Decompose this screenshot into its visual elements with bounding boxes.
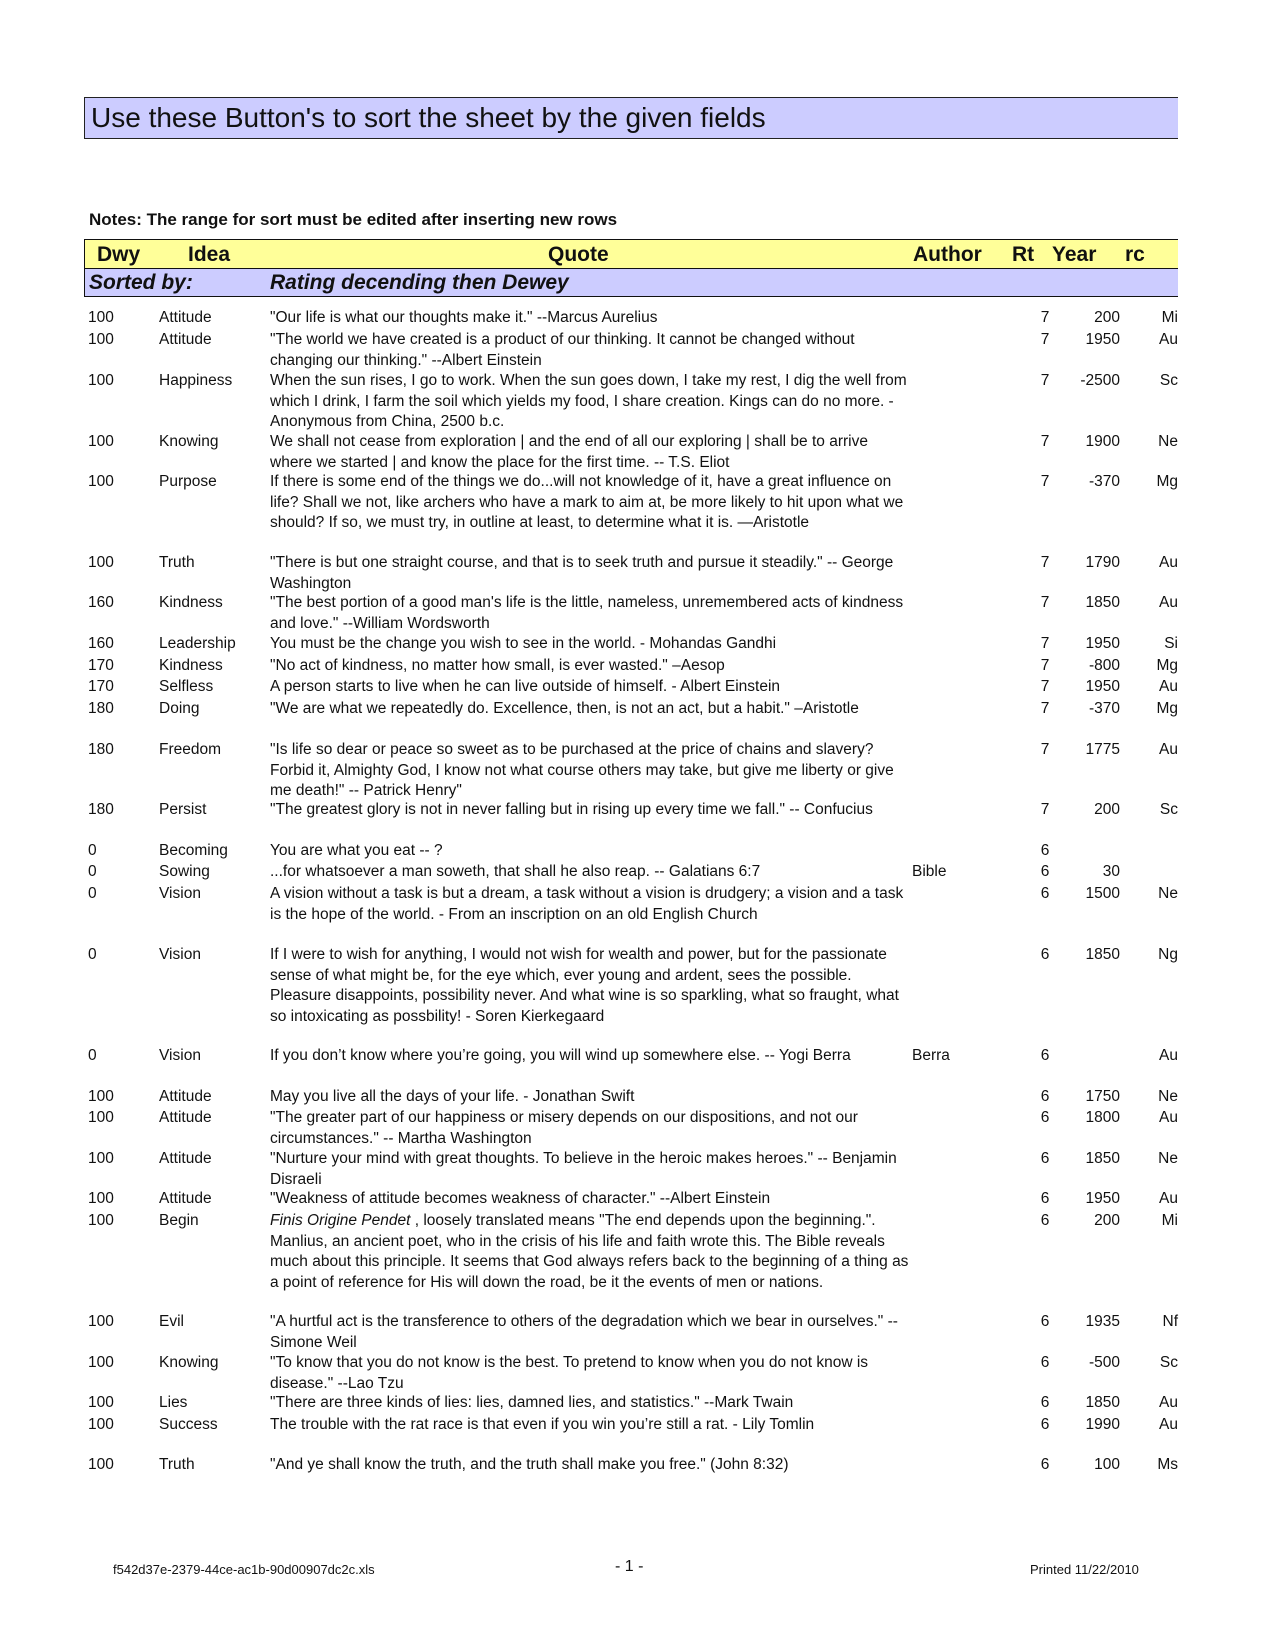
cell-quote: "To know that you do not know is the best. To pretend to know when you do not know is disease." --Lao Tzu: [270, 1354, 869, 1392]
cell-dwy: 100: [88, 1088, 114, 1105]
cell-year: 1850: [1085, 594, 1120, 611]
cell-dwy: 100: [88, 1109, 114, 1126]
cell-rating: 6: [1040, 1047, 1050, 1064]
cell-rc: Ne: [1158, 433, 1178, 450]
cell-dwy: 180: [88, 741, 114, 758]
cell-quote: A vision without a task is but a dream, a task without a vision is drudgery; a vision and a task is the hope of the world. - From an inscription on an old English Church: [270, 885, 904, 923]
cell-dwy: 100: [88, 554, 114, 571]
cell-year: 1950: [1085, 1190, 1120, 1207]
cell-year: 1500: [1085, 885, 1120, 902]
cell-quote: "Is life so dear or peace so sweet as to be purchased at the price of chains and slavery? Forbid it, Almighty God, I know not what course others may take, but give me liberty or give me death!" -- Patrick Henry": [270, 741, 894, 799]
cell-dwy: 100: [88, 1212, 114, 1229]
cell-year: 1950: [1085, 331, 1120, 348]
cell-year: 30: [1102, 863, 1120, 880]
cell-year: -370: [1088, 473, 1120, 490]
cell-idea: Leadership: [159, 635, 236, 652]
cell-rating: 7: [1040, 801, 1050, 818]
cell-dwy: 100: [88, 331, 114, 348]
footer-page-number: - 1 -: [615, 1558, 644, 1575]
cell-rc: Mg: [1156, 657, 1178, 674]
cell-dwy: 160: [88, 594, 114, 611]
cell-idea: Truth: [159, 1456, 195, 1473]
cell-rc: Sc: [1159, 1354, 1178, 1371]
cell-quote: A person starts to live when he can live outside of himself. - Albert Einstein: [270, 678, 781, 695]
header-quote-button[interactable]: Quote: [548, 243, 609, 266]
cell-idea: Selfless: [159, 678, 214, 695]
cell-rc: Ms: [1157, 1456, 1178, 1473]
cell-rc: Sc: [1159, 372, 1178, 389]
cell-rc: Au: [1159, 741, 1178, 758]
cell-rc: Au: [1159, 678, 1178, 695]
cell-rating: 6: [1040, 842, 1050, 859]
cell-year: 200: [1094, 1212, 1120, 1229]
cell-idea: Freedom: [159, 741, 222, 758]
cell-rating: 7: [1040, 594, 1050, 611]
footer-printed-date: Printed 11/22/2010: [1030, 1562, 1139, 1577]
cell-dwy: 0: [88, 885, 97, 902]
cell-rating: 6: [1040, 1190, 1050, 1207]
sorted-by-label: Sorted by:: [89, 271, 193, 294]
cell-idea: Happiness: [159, 372, 233, 389]
cell-year: 1850: [1085, 1394, 1120, 1411]
cell-quote: We shall not cease from exploration | and the end of all our exploring | shall be to arrive where we started | and know the place for the first time. -- T.S. Eliot: [270, 433, 868, 471]
cell-quote: "Weakness of attitude becomes weakness of character." --Albert Einstein: [270, 1190, 771, 1207]
cell-quote: If there is some end of the things we do...will not knowledge of it, have a great influence on life? Shall we not, like archers who have a mark to aim at, be more likely to hit upon what we should? If so, we must try, in outline at least, to determine what it is. —Aristotle: [270, 473, 904, 531]
notes-text: Notes: The range for sort must be edited after inserting new rows: [89, 210, 618, 229]
header-rt-button[interactable]: Rt: [1012, 243, 1035, 266]
cell-rating: 7: [1040, 554, 1050, 571]
cell-rating: 7: [1040, 678, 1050, 695]
quote-italic-text: Finis Origine Pendet: [270, 1212, 411, 1229]
cell-quote: "There are three kinds of lies: lies, damned lies, and statistics." --Mark Twain: [270, 1394, 794, 1411]
header-author-button[interactable]: Author: [913, 243, 982, 266]
header-rc-button[interactable]: rc: [1125, 243, 1145, 266]
cell-rc: Au: [1159, 594, 1178, 611]
cell-dwy: 100: [88, 433, 114, 450]
cell-quote: You are what you eat -- ?: [270, 842, 443, 859]
cell-idea: Attitude: [159, 1150, 212, 1167]
banner-text: Use these Button's to sort the sheet by the given fields: [91, 102, 766, 133]
cell-quote: "And ye shall know the truth, and the truth shall make you free." (John 8:32): [270, 1456, 789, 1473]
cell-idea: Truth: [159, 554, 195, 571]
cell-year: 200: [1094, 309, 1120, 326]
header-year-button[interactable]: Year: [1052, 243, 1097, 266]
cell-rc: Au: [1159, 1190, 1178, 1207]
cell-rc: Si: [1164, 635, 1178, 652]
cell-rating: 7: [1040, 331, 1050, 348]
cell-idea: Evil: [159, 1313, 184, 1330]
cell-rc: Mi: [1161, 309, 1178, 326]
cell-idea: Attitude: [159, 1088, 212, 1105]
cell-rc: Ne: [1158, 1088, 1178, 1105]
cell-idea: Becoming: [159, 842, 228, 859]
cell-dwy: 0: [88, 842, 97, 859]
cell-idea: Vision: [159, 1047, 201, 1064]
cell-quote: "Our life is what our thoughts make it." --Marcus Aurelius: [270, 309, 658, 326]
cell-quote: "The best portion of a good man's life is the little, nameless, unremembered acts of kindness and love." --William Wordsworth: [270, 594, 904, 632]
cell-rc: Au: [1159, 1394, 1178, 1411]
cell-year: 1935: [1085, 1313, 1120, 1330]
cell-year: 1750: [1085, 1088, 1120, 1105]
cell-rc: Ne: [1158, 885, 1178, 902]
cell-rating: 7: [1040, 657, 1050, 674]
cell-year: 1950: [1085, 635, 1120, 652]
cell-rc: Au: [1159, 1416, 1178, 1433]
cell-rating: 6: [1040, 1212, 1050, 1229]
cell-rating: 6: [1040, 1109, 1050, 1126]
cell-dwy: 0: [88, 863, 97, 880]
cell-dwy: 100: [88, 309, 114, 326]
cell-author: Berra: [912, 1047, 950, 1064]
cell-rating: 7: [1040, 700, 1050, 717]
cell-dwy: 170: [88, 657, 114, 674]
cell-year: -370: [1088, 700, 1120, 717]
cell-quote: "Nurture your mind with great thoughts. To believe in the heroic makes heroes." -- Benjamin Disraeli: [270, 1150, 897, 1188]
cell-quote: "The world we have created is a product of our thinking. It cannot be changed without changing our thinking." --Albert Einstein: [270, 331, 855, 369]
cell-year: 1775: [1085, 741, 1120, 758]
cell-idea: Attitude: [159, 1190, 212, 1207]
cell-idea: Doing: [159, 700, 200, 717]
cell-quote: "We are what we repeatedly do. Excellence, then, is not an act, but a habit." –Aristotle: [270, 700, 859, 717]
cell-dwy: 0: [88, 946, 97, 963]
cell-dwy: 100: [88, 1313, 114, 1330]
cell-idea: Vision: [159, 885, 201, 902]
cell-quote: May you live all the days of your life. - Jonathan Swift: [270, 1088, 635, 1105]
cell-dwy: 100: [88, 1150, 114, 1167]
cell-quote: The trouble with the rat race is that even if you win you’re still a rat. - Lily Tomlin: [270, 1416, 815, 1433]
cell-quote: "A hurtful act is the transference to others of the degradation which we bear in ourselves." --Simone Weil: [270, 1313, 898, 1351]
cell-quote: "The greatest glory is not in never falling but in rising up every time we fall." -- Confucius: [270, 801, 873, 818]
cell-rating: 7: [1040, 635, 1050, 652]
cell-rc: Sc: [1159, 801, 1178, 818]
cell-rating: 6: [1040, 1456, 1050, 1473]
cell-quote: "There is but one straight course, and that is to seek truth and pursue it steadily." -- George Washington: [270, 554, 894, 592]
cell-dwy: 180: [88, 700, 114, 717]
cell-rc: Ne: [1158, 1150, 1178, 1167]
cell-dwy: 100: [88, 372, 114, 389]
cell-author: Bible: [912, 863, 947, 880]
sorted-by-value: Rating decending then Dewey: [270, 271, 569, 294]
cell-year: 1950: [1085, 678, 1120, 695]
cell-quote: When the sun rises, I go to work. When the sun goes down, I take my rest, I dig the well from which I drink, I farm the soil which yields my food, I share creation. Kings can do no more. - Anonymous from China, 2500 b.c.: [270, 372, 907, 430]
cell-rating: 7: [1040, 433, 1050, 450]
quote-text: , loosely translated means "The end depends upon the beginning.". Manlius, an ancient poet, who in the crisis of his life and faith wrote this. The Bible reveals much about this principle. It seems that God always refers back to the beginning of a thing as a point of reference for His will down the road, be it the events of men or nations.: [270, 1212, 909, 1291]
cell-quote: "No act of kindness, no matter how small, is ever wasted." –Aesop: [270, 657, 725, 674]
cell-quote: You must be the change you wish to see in the world. - Mohandas Gandhi: [270, 635, 777, 652]
cell-rc: Au: [1159, 1047, 1178, 1064]
cell-idea: Kindness: [159, 657, 223, 674]
cell-year: 100: [1094, 1456, 1120, 1473]
cell-dwy: 0: [88, 1047, 97, 1064]
cell-rating: 6: [1040, 1313, 1050, 1330]
footer-filename: f542d37e-2379-44ce-ac1b-90d00907dc2c.xls: [113, 1562, 375, 1577]
cell-idea: Sowing: [159, 863, 210, 880]
cell-rc: Mi: [1161, 1212, 1178, 1229]
cell-rc: Au: [1159, 331, 1178, 348]
cell-quote: If you don’t know where you’re going, you will wind up somewhere else. -- Yogi Berra: [270, 1047, 851, 1064]
cell-rc: Au: [1159, 554, 1178, 571]
cell-idea: Kindness: [159, 594, 223, 611]
cell-dwy: 100: [88, 1416, 114, 1433]
cell-rating: 6: [1040, 1394, 1050, 1411]
cell-rating: 7: [1040, 473, 1050, 490]
cell-rc: Mg: [1156, 700, 1178, 717]
cell-year: -2500: [1080, 372, 1120, 389]
header-dwy-button[interactable]: Dwy: [97, 243, 141, 266]
cell-idea: Begin: [159, 1212, 199, 1229]
cell-dwy: 100: [88, 473, 114, 490]
cell-idea: Attitude: [159, 331, 212, 348]
cell-rating: 6: [1040, 1088, 1050, 1105]
cell-quote: [270, 1211, 910, 1293]
cell-year: 1800: [1085, 1109, 1120, 1126]
cell-rc: Ng: [1158, 946, 1178, 963]
cell-dwy: 170: [88, 678, 114, 695]
cell-year: -500: [1088, 1354, 1120, 1371]
cell-idea: Purpose: [159, 473, 217, 490]
cell-year: 200: [1094, 801, 1120, 818]
cell-dwy: 100: [88, 1394, 114, 1411]
cell-year: 1850: [1085, 946, 1120, 963]
cell-idea: Persist: [159, 801, 207, 818]
cell-idea: Attitude: [159, 1109, 212, 1126]
cell-rating: 6: [1040, 1354, 1050, 1371]
cell-quote: If I were to wish for anything, I would not wish for wealth and power, but for the passionate sense of what might be, for the eye which, ever young and ardent, sees the possible. Pleasure disappoints, possibility never. And what wine is so sparkling, what so fraught, what so intoxicating as possbility! - Soren Kierkegaard: [270, 946, 899, 1025]
header-idea-button[interactable]: Idea: [188, 243, 231, 266]
cell-idea: Attitude: [159, 309, 212, 326]
cell-rating: 6: [1040, 1416, 1050, 1433]
cell-rating: 6: [1040, 946, 1050, 963]
cell-idea: Knowing: [159, 1354, 219, 1371]
cell-quote: ...for whatsoever a man soweth, that shall he also reap. -- Galatians 6:7: [270, 863, 761, 880]
cell-dwy: 100: [88, 1456, 114, 1473]
cell-quote: "The greater part of our happiness or misery depends on our dispositions, and not our circumstances." -- Martha Washington: [270, 1109, 858, 1147]
cell-year: 1990: [1085, 1416, 1120, 1433]
cell-dwy: 100: [88, 1190, 114, 1207]
cell-idea: Success: [159, 1416, 218, 1433]
cell-idea: Lies: [159, 1394, 188, 1411]
cell-dwy: 100: [88, 1354, 114, 1371]
cell-idea: Knowing: [159, 433, 219, 450]
cell-rating: 6: [1040, 885, 1050, 902]
cell-rc: Nf: [1162, 1313, 1178, 1330]
cell-year: 1850: [1085, 1150, 1120, 1167]
cell-rating: 7: [1040, 372, 1050, 389]
cell-dwy: 180: [88, 801, 114, 818]
cell-idea: Vision: [159, 946, 201, 963]
cell-rc: Mg: [1156, 473, 1178, 490]
cell-year: 1900: [1085, 433, 1120, 450]
cell-rating: 6: [1040, 863, 1050, 880]
cell-year: -800: [1088, 657, 1120, 674]
cell-rating: 7: [1040, 741, 1050, 758]
cell-rating: 6: [1040, 1150, 1050, 1167]
cell-rating: 7: [1040, 309, 1050, 326]
cell-rc: Au: [1159, 1109, 1178, 1126]
cell-year: 1790: [1085, 554, 1120, 571]
cell-dwy: 160: [88, 635, 114, 652]
